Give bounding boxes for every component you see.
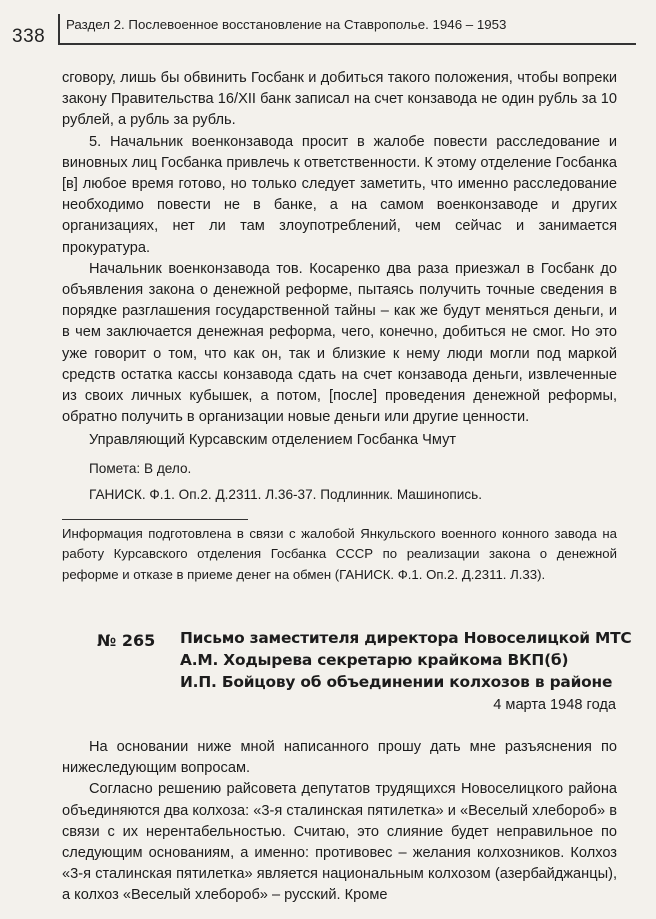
document-title-line: И.П. Бойцову об объединении колхозов в районе xyxy=(180,673,613,691)
document-number: № 265 xyxy=(97,631,156,650)
header-vertical-rule xyxy=(58,14,60,44)
archive-reference: ГАНИСК. Ф.1. Оп.2. Д.2311. Л.36-37. Подлинник. Машинопись. xyxy=(89,487,483,502)
document-title-line: А.М. Ходырева секретарю крайкома ВКП(б) xyxy=(180,651,569,669)
signature-line: Управляющий Курсавским отделением Госбанка Чмут xyxy=(89,432,457,448)
document-title-line: Письмо заместителя директора Новоселицкой МТС xyxy=(180,629,632,647)
resolution-mark: Помета: В дело. xyxy=(89,461,192,476)
continued-text xyxy=(62,68,617,428)
header-horizontal-rule xyxy=(58,43,636,45)
document-date: 4 марта 1948 года xyxy=(493,697,616,713)
document-body xyxy=(62,737,617,907)
paragraph: На основании ниже мной написанного прошу дать мне разъяснения по нижеследующим вопросам. xyxy=(62,739,617,777)
paragraph: Начальник военконзавода тов. Косаренко два раза приезжал в Госбанк до объявления закона о денежной реформе, пытаясь получить точные сведения в порядке разглашения государственной тайны – как же будут меняться деньги, и в чем заключается денежная реформа, чего, конечно, добиться не смог. Но это уже говорит о том, что как он, так и близкие к нему люди могли под маркой средств остатка кассы конзавода сдать на счет конзавода деньги, извлеченные из своих личных кубышек, а потом, [после] проведения денежной реформы, обратно получить в организации новые деньги или другие ценности. xyxy=(62,260,617,426)
section-title: Раздел 2. Послевоенное восстановление на Ставрополье. 1946 – 1953 xyxy=(66,17,507,32)
paragraph: Согласно решению райсовета депутатов трудящихся Новоселицкого района объединяются два колхоза: «3-я сталинская пятилетка» и «Веселый хлебороб» в связи с их нерентабельностью. Считаю, это слияние будет неправильное по следующим основаниям, а именно: противовес – желания колхозников. Колхоз «3-я сталинская пятилетка» является национальным колхозом (азербайджанцы), а колхоз «Веселый хлебороб» – русский. Кроме xyxy=(62,781,617,904)
paragraph: 5. Начальник военконзавода просит в жалобе повести расследование и виновных лиц Госбанка привлечь к ответственности. К этому отделение Госбанка [в] любое время готово, но только следует заметить, что именно расследование необходимо повести не в банке, а на самом военконзаводе и других организациях, нет ли там злоупотреблений, чем сейчас и занимается прокуратура. xyxy=(62,133,617,256)
document-title xyxy=(180,627,640,693)
page-number: 338 xyxy=(12,26,46,47)
footnote: Информация подготовлена в связи с жалобой Янкульского военного конного завода на работу Курсавского отделения Госбанка СССР по реализации закона о денежной реформе и отказе в приеме денег на обмен (ГАНИСК. Ф.1. Оп.2. Д.2311. Л.33). xyxy=(62,526,617,582)
running-header xyxy=(0,0,656,50)
footnote-divider xyxy=(62,519,248,520)
paragraph: сговору, лишь бы обвинить Госбанк и добиться такого положения, чтобы вопреки закону Правительства 16/XII банк записал на счет конзавода не один рубль за 10 рублей, а рубль за рубль. xyxy=(62,70,617,129)
